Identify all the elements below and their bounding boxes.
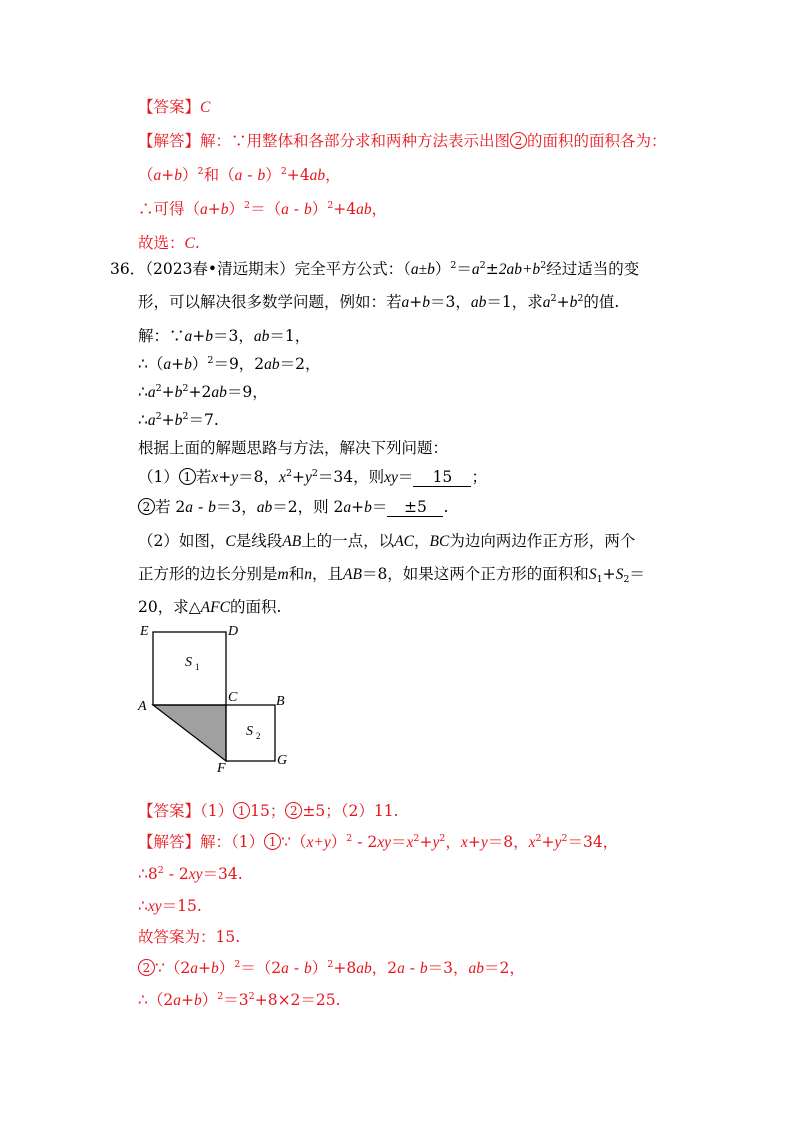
text: 的值.	[583, 293, 620, 311]
text: 形，可以解决很多数学问题，例如：若	[138, 293, 402, 311]
text: ＝8，	[238, 468, 280, 486]
solution-line-2: $(a+b)^2$和（a - b）$^2$+4ab，	[138, 166, 341, 184]
label-s1: S	[185, 655, 192, 670]
exp: 2	[280, 166, 287, 177]
text: ）	[311, 959, 328, 977]
text: +	[409, 293, 423, 311]
text: ＝15.	[161, 897, 202, 915]
label-G: G	[277, 753, 288, 768]
text: +8×2＝25.	[254, 991, 341, 1009]
text: ＝（	[250, 200, 282, 218]
solution-text: 解：∵用整体和各部分求和两种方法表示出图	[200, 132, 511, 150]
text: +2	[188, 383, 212, 401]
solution-line-3: ∴可得$(a+b)^2=(a - b)^2+4ab$，	[138, 200, 388, 218]
text: ＝	[629, 565, 645, 583]
text: 上的一点，以	[301, 532, 395, 550]
exp: 2	[244, 200, 251, 211]
text: ∴（	[138, 355, 164, 373]
var: n	[304, 566, 312, 583]
circled-number: 1	[233, 802, 250, 819]
text: ，2	[371, 959, 398, 977]
circled-number: 1	[179, 468, 196, 485]
text: 和	[288, 565, 305, 583]
label-s2: S	[246, 724, 253, 739]
label-A: A	[138, 699, 147, 714]
solution-36-line-1: 【解答】解：（1） 1 $\because(x+y)^2 - 2xy=x^2+y^2$，x+y＝8，$x^2+y^2=34$，	[138, 833, 619, 851]
var: AC	[394, 533, 414, 550]
formula: xy	[377, 834, 392, 851]
formula: xy	[188, 866, 203, 883]
text: ＝2，	[279, 355, 321, 373]
answer-value: C	[200, 99, 211, 116]
text: ＝3，	[430, 293, 471, 311]
solution-line-1	[138, 131, 667, 151]
text: ，	[325, 166, 341, 184]
text: +4	[333, 200, 357, 218]
exp: 2	[346, 833, 353, 844]
label-C: C	[228, 690, 238, 705]
solution-36-line-6: $\therefore(2a+b)^2=3^2+8\times 2=25$.	[138, 991, 341, 1009]
label-s1-sub: 1	[195, 662, 200, 672]
shaded-triangle-afc	[153, 705, 226, 761]
label-s2-sub: 2	[256, 731, 261, 741]
text: ；	[471, 468, 487, 486]
text: +	[180, 991, 194, 1009]
exp: 2	[217, 991, 224, 1002]
text: 解：（1）	[200, 833, 265, 851]
text: 是线段	[235, 532, 283, 550]
part-2-line-1	[138, 531, 635, 552]
exp: 2	[248, 991, 255, 1002]
text: （	[138, 166, 154, 184]
exp: 2	[197, 166, 204, 177]
text: ∵（	[281, 833, 307, 851]
exp: 2	[450, 260, 457, 271]
exp: 2	[234, 959, 241, 970]
text: ＝3，	[215, 498, 257, 516]
text: 正方形的边长分别是	[138, 565, 278, 583]
text: +	[197, 959, 211, 977]
circled-number: 2	[285, 802, 302, 819]
text: 20，求△	[138, 598, 201, 616]
question-36-solution-3: $\therefore a^2+b^2+2ab=9$，	[138, 383, 268, 401]
geometry-figure	[132, 618, 302, 778]
var: BC	[429, 533, 450, 550]
text: ＝9，2	[213, 355, 265, 373]
text: -	[288, 959, 305, 977]
solution-36-line-3	[138, 896, 202, 917]
question-36-line-1: 36．（2023春•清远期末）完全平方公式：$(a\pm b)^2=a^2\pm 2ab+b^2$经过适当的变	[110, 260, 640, 278]
text: ＝（2	[240, 959, 282, 977]
text: 解：∵	[138, 327, 185, 345]
text: 若	[195, 468, 212, 486]
text: ∴	[138, 383, 148, 401]
formula: x+y	[306, 834, 331, 851]
text: ＝	[391, 833, 407, 851]
text: ∴	[138, 411, 148, 429]
text: （2）如图，	[138, 532, 226, 550]
choice: C	[184, 235, 195, 252]
text: ＝34，则	[317, 468, 385, 486]
text: ）	[434, 260, 451, 278]
var: AB	[282, 533, 302, 550]
label-E: E	[140, 624, 149, 639]
text: ＝2，	[484, 959, 525, 977]
text: 若 2	[155, 498, 186, 516]
question-36-solution-4: $\therefore a^2+b^2=7$.	[138, 411, 219, 429]
text: ）	[330, 833, 347, 851]
text: ＝3，	[213, 327, 254, 345]
text: ∴可得（	[138, 200, 201, 218]
text: ∴	[138, 897, 148, 915]
question-36-solution-2: $\therefore(a+b)^2=9$，2ab＝2，	[138, 355, 321, 373]
answer-line-35	[138, 97, 210, 118]
question-36-intro	[138, 438, 448, 458]
text: +	[161, 166, 175, 184]
solution-text: 的面积的面积各为：	[527, 132, 667, 150]
text: - 2	[352, 833, 378, 851]
text: ）	[218, 959, 235, 977]
text: 根据上面的解题思路与方法，解决下列问题：	[138, 439, 449, 457]
text: ＝34.	[202, 865, 243, 883]
text: 的面积.	[229, 598, 282, 616]
exp: 2	[157, 865, 164, 876]
text: - 2	[163, 865, 189, 883]
text: ）	[228, 200, 245, 218]
text: ＝	[371, 498, 388, 516]
solution-label: 【解答】	[138, 132, 201, 150]
text: 经过适当的变	[546, 260, 640, 278]
text: ＝1，	[269, 327, 311, 345]
text: ∵（2	[155, 959, 191, 977]
text: 15；	[250, 802, 286, 820]
var: AB	[343, 566, 362, 583]
formula: 2ab+b	[498, 261, 541, 278]
answer-line-36	[138, 801, 399, 821]
text: （1）	[138, 468, 179, 486]
text: ±5；（2）11.	[302, 802, 399, 820]
text: ＝3	[223, 991, 249, 1009]
text: ）	[191, 355, 208, 373]
part-2-line-3	[138, 597, 281, 618]
var: AFC	[200, 599, 230, 616]
answer-label: 【答案】	[138, 802, 201, 820]
text: ＝7.	[188, 411, 219, 429]
text: ＝8，如果这两个正方形的面积和	[361, 565, 589, 583]
text: ＝2，则 2	[272, 498, 344, 516]
label-B: B	[276, 694, 285, 709]
text: ＝	[456, 260, 472, 278]
text: 为边向两边作正方形，两个	[449, 532, 636, 550]
text: 故选：	[138, 234, 185, 252]
text: ，且	[311, 565, 343, 583]
part-1-item-2: 2 若 2a - b＝3，ab＝2，则 2a+b＝ ±5 .	[138, 497, 448, 518]
text: ）	[311, 200, 328, 218]
part-2-line-2: 正方形的边长分别是m和n，且AB＝8，如果这两个正方形的面积和$S_1+S_2=$	[138, 565, 645, 585]
text: ）	[201, 991, 218, 1009]
question-36-solution-1: 解：∵a+b＝3，ab＝1，	[138, 327, 311, 345]
label-F: F	[217, 761, 226, 776]
solution-line-4	[138, 233, 200, 254]
text: .	[443, 498, 449, 516]
text: ＝3，	[427, 959, 469, 977]
solution-36-line-2	[138, 864, 243, 885]
text: ∴8	[138, 865, 158, 883]
answer-blank: 15	[413, 467, 471, 487]
circled-number: 2	[138, 959, 155, 976]
text: （1）	[200, 802, 234, 820]
question-36-line-2: 形，可以解决很多数学问题，例如：若a+b＝3，ab＝1，求$a^2+b^2$的值.	[138, 293, 620, 311]
text: .	[194, 234, 200, 252]
var: C	[225, 533, 236, 550]
answer-label: 【答案】	[138, 98, 201, 116]
formula: xy	[147, 898, 162, 915]
text: ）	[182, 166, 198, 184]
text: -	[404, 959, 420, 977]
var: m	[277, 566, 289, 583]
formula: a±b	[410, 261, 435, 278]
text: +8	[333, 959, 357, 977]
text: ）	[265, 166, 281, 184]
part-1-item-1: （1） 1 若x+y＝8，$x^2+y^2=34$，则xy＝ 15 ；	[138, 468, 487, 486]
text: ＝1，求	[486, 293, 543, 311]
text: ＝	[397, 468, 414, 486]
circled-number: 2	[138, 498, 155, 515]
circled-number: 2	[510, 132, 527, 149]
question-source: （2023春•清远期末）完全平方公式：（	[145, 260, 411, 278]
text: ＝9，	[226, 383, 268, 401]
text: +4	[286, 166, 310, 184]
solution-36-line-5: 2 $\because(2a+b)^2=(2a - b)^2+8ab$，2a - b＝3，ab＝2，	[138, 958, 525, 979]
solution-36-line-4	[138, 927, 240, 947]
text: ，	[414, 532, 430, 550]
text: 和（	[203, 166, 235, 184]
text: -	[193, 498, 209, 516]
text: ∴（2	[138, 991, 174, 1009]
label-D: D	[228, 624, 239, 639]
solution-label: 【解答】	[138, 833, 201, 851]
question-number: 36．	[110, 260, 146, 278]
text: -	[242, 166, 258, 184]
text: 故答案为：15.	[138, 928, 241, 946]
answer-blank: ±5	[387, 497, 443, 517]
circled-number: 1	[264, 833, 281, 850]
